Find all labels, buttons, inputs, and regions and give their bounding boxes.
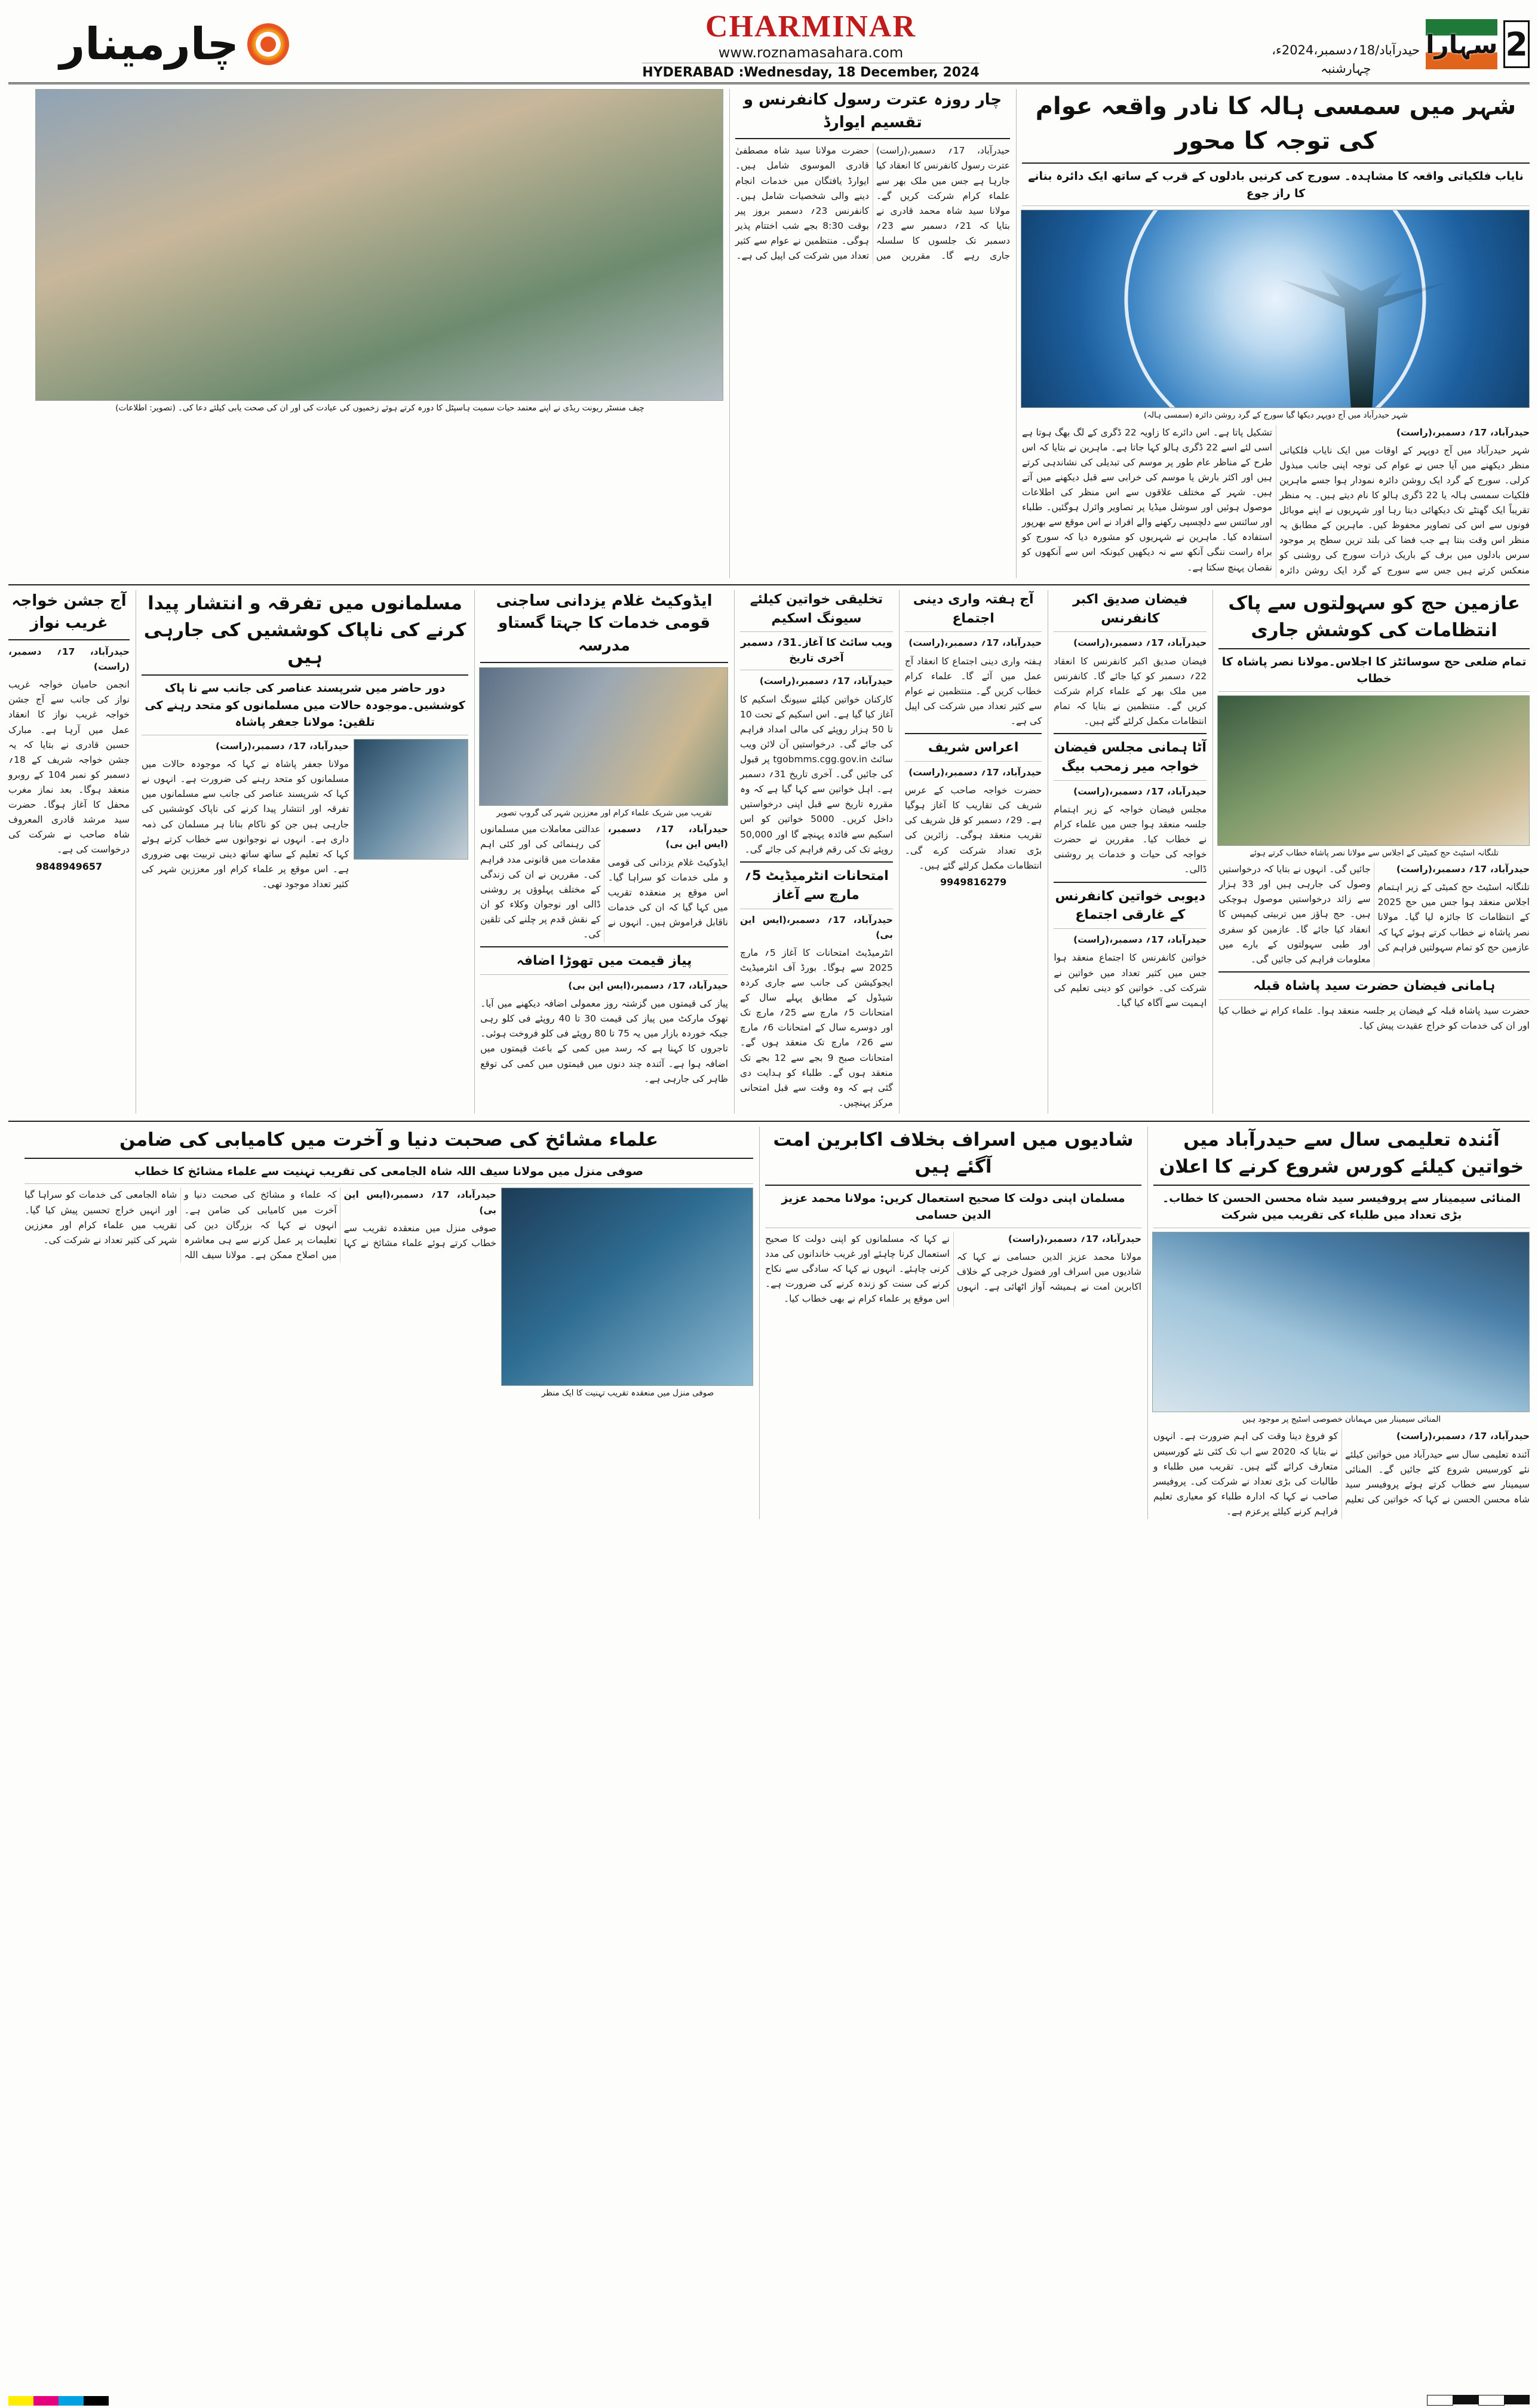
advocate-text: ایڈوکیٹ غلام یزدانی کی قومی و ملی خدمات کو سراہا گیا۔ اس موقع پر منعقدہ تقریب میں کہا گیا کہ ان کی خدمات ناقابل فراموش ہیں۔ انہوں نے عدالتی معاملات میں مسلمانوں کی رہنمائی کی اور کئی اہم مقدمات میں قانونی مدد فراہم کی۔ مقررین نے ان کی زندگی کے مختلف پہلوؤں پر روشنی ڈالی اور نوجوان وکلاء کو ان کے نقش قدم پر چلنے کی تلقین کی۔ <box>480 824 728 940</box>
top-band <box>8 89 1530 578</box>
article-urs-conference <box>729 89 1010 578</box>
education-dateline: حیدرآباد، 17؍ دسمبر،(راست) <box>1396 1431 1530 1442</box>
gharib-headline: آج جشن خواجہ غریب نواز <box>11 591 127 633</box>
schemes-column <box>734 590 893 1113</box>
khwaja-mir-text: مجلس فیضان خواجہ کے زیر اہتمام جلسہ منعقد ہوا جس میں علماء کرام نے خطاب کیا۔ مقررین نے حضرت خواجہ کی حیات و خدمات پر روشنی ڈالی۔ <box>1054 803 1207 875</box>
masthead <box>8 6 1530 84</box>
advocate-photo-caption: تقریب میں شریک علماء کرام اور معززین شہر کی گروپ تصویر <box>496 808 712 818</box>
haj-text: تلنگانہ اسٹیٹ حج کمیٹی کے زیر اہتمام اجلاس منعقد ہوا جس میں حج 2025 کے انتظامات کا جائزہ لیا گیا۔ مولانا نصر پاشاہ نے خطاب کرتے ہوئے کہا کہ عازمین حج کو تمام سہولتیں فراہم کی جائیں گی۔ انہوں نے بتایا کہ درخواستیں وصول کی جارہی ہیں اور 33 ہزار سے زائد درخواستیں موصول ہوچکی ہیں۔ حج ہاؤز میں تربیتی کیمپس کا انعقاد کیا جائے گا۔ عازمین کو سفری اور طبی سہولتوں کے بارے میں معلومات فراہم کی جائیں گی۔ <box>1218 864 1530 965</box>
savings-subhead: ویب سائٹ کا آغاز۔31؍ دسمبر آخری تاریخ <box>740 637 892 664</box>
place-date-line: HYDERABAD :Wednesday, 18 December, 2024 <box>642 63 979 80</box>
savings-dateline: حیدرآباد، 17؍ دسمبر،(راست) <box>759 676 893 687</box>
khwaja-mir-body <box>1054 784 1207 878</box>
article-gharib-nawaz <box>8 590 130 1113</box>
gharib-text: انجمن حامیان خواجہ غریب نواز کی جانب سے آج جشن خواجہ غریب نواز کا انعقاد عمل میں آرہا ہے۔ مبارک حسین قادری نے بتایا کہ یہ جشن خواجہ شریف کے 18؍ دسمبر کو نمبر 104 کے روبرو منعقد ہوگا۔ بعد نماز مغرب محفل کا آغاز ہوگا۔ حضرت سید مرشد قادری المعروف شاہ صاحب نے شرکت کی درخواست کی ہے۔ <box>8 679 130 855</box>
second-band <box>8 590 1530 1113</box>
israf-text: مولانا محمد عزیز الدین حسامی نے کہا کہ شادیوں میں اسراف اور فضول خرچی کے خلاف اکابرین امت نے ہمیشہ آواز اٹھائی ہے۔ انہوں نے کہا کہ مسلمانوں کو اپنی دولت کا صحیح استعمال کرنا چاہئے اور غریب خاندانوں کی مدد کرنی چاہئے۔ انہوں نے کہا کہ سادگی سے نکاح کرنے کی سنت کو زندہ کرنے کی ضرورت ہے۔ اس موقع پر علماء کرام نے بھی خطاب کیا۔ <box>765 1233 1141 1305</box>
aeraas-phone[interactable]: 9949816279 <box>940 876 1007 888</box>
lead-story <box>1016 89 1530 578</box>
unity-dateline: حیدرآباد، 17؍ دسمبر،(راست) <box>216 740 349 751</box>
aeraas-headline: اعراس شریف <box>928 740 1019 756</box>
masthead-right <box>8 19 289 70</box>
savings-body <box>740 674 893 857</box>
haj-subhead: تمام ضلعی حج سوسائٹز کا اجلاس۔مولانا نصر پاشاہ کا خطاب <box>1221 655 1527 686</box>
women-conf-dateline: حیدرآباد، 17؍ دسمبر،(راست) <box>1073 934 1207 946</box>
ijtema-dateline: حیدرآباد، 17؍ دسمبر،(راست) <box>908 637 1042 649</box>
urdu-title: چارمینار <box>59 19 239 70</box>
hamani-body: حضرت سید پاشاہ قبلہ کے فیضان پر جلسہ منعقد ہوا۔ علماء کرام نے خطاب کیا اور ان کی خدمات کو خراج عقیدت پیش کیا۔ <box>1218 1005 1530 1031</box>
faizan-text: فیضان صدیق اکبر کانفرنس کا انعقاد 22؍ دسمبر کو کیا جائے گا۔ کانفرنس میں ملک بھر کے علماء کرام شرکت کریں گے۔ منتظمین نے بتایا کہ تمام انتظامات مکمل کرلئے گئے ہیں۔ <box>1054 655 1207 726</box>
halo-ring-shape <box>1125 210 1426 408</box>
lead-headline: شہر میں سمسی ہالہ کا نادر واقعہ عوام کی توجہ کا محور <box>1035 93 1516 155</box>
aeraas-text: حضرت خواجہ صاحب کے عرس شریف کی تقاریب کا آغاز ہوگیا ہے۔ 29؍ دسمبر کو قل شریف کی تقریب منعقد ہوگی۔ زائرین کی بڑی تعداد شرکت کرے گی۔ انتظامات مکمل کرلئے گئے ہیں۔ <box>904 785 1042 871</box>
education-text: آئندہ تعلیمی سال سے حیدرآباد میں خواتین کیلئے نئے کورسیس شروع کئے جائیں گے۔ المنائی سیمینار سے خطاب کرتے ہوئے پروفیسر سید شاہ محسن الحسن نے کہا کہ خواتین کی تعلیم کو فروغ دینا وقت کی اہم ضرورت ہے۔ انہوں نے بتایا کہ 2020 سے اب تک کئی نئے کورسیس متعارف کرائے گئے ہیں۔ تقریب میں طلباء و طالبات کی بڑی تعداد نے شرکت کی۔ پروفیسر صاحب نے کہا کہ ادارہ طلباء کو معیاری تعلیم فراہم کرنے کیلئے پرعزم ہے۔ <box>1153 1431 1530 1517</box>
color-swatch-yellow <box>8 2396 33 2406</box>
ijtema-headline: آج ہفتہ واری دینی اجتماع <box>913 591 1034 626</box>
masthead-center <box>289 9 1333 80</box>
onion-body <box>480 978 728 1087</box>
bottom-band <box>8 1127 1530 1519</box>
color-swatch-cyan <box>59 2396 84 2406</box>
halo-photo <box>1021 210 1530 408</box>
page-number: 2 <box>1503 20 1530 68</box>
edition-date: حیدرآباد/18؍دسمبر،2024ء، چہارشنبہ <box>1272 42 1420 76</box>
ulama-subhead: صوفی منزل میں مولانا سیف اللہ شاہ الجامعی کی تقریب تہنیت سے علماء مشائخ کا خطاب <box>134 1164 644 1178</box>
khwaja-mir-headline: آٹا ہمانی مجلس فیضان خواجہ میر زمحب بیگ <box>1054 740 1207 774</box>
lead-subhead: نایاب فلکیاتی واقعہ کا مشاہدہ۔ سورج کی کرنیں بادلوں کے قرب کے ساتھ ایک دائرہ بنانے کا راز جوع <box>1028 170 1524 200</box>
article-ulama-mashaikh <box>24 1127 753 1519</box>
inter-exam-body <box>740 913 893 1111</box>
reg-mark-3 <box>1453 2395 1478 2404</box>
unity-subhead: دور حاضر میں شرپسند عناصر کی جانب سے نا پاک کوششیں۔موجودہ حالات میں مسلمانوں کو متحد رہنے کی تلقین: مولانا جعفر پاشاہ <box>145 682 465 729</box>
haj-photo-caption: تلنگانہ اسٹیٹ حج کمیٹی کے اجلاس سے مولانا نصر پاشاہ خطاب کرتے ہوئے <box>1250 848 1499 858</box>
article-haj <box>1212 590 1530 1113</box>
israf-body <box>765 1232 1141 1307</box>
onion-text: پیاز کی قیمتوں میں گزشتہ روز معمولی اضافہ دیکھنے میں آیا۔ تھوک مارکٹ میں پیاز کی قیمت 30 تا 40 روپئے فی کلو رہی جبکہ خوردہ بازار میں یہ 75 تا 80 روپئے فی کلو فروخت ہوئی۔ تاجروں کا کہنا ہے کہ رسد میں کمی کے باعث قیمتوں میں اضافہ ہوا ہے۔ آئندہ چند دنوں میں قیمتوں میں کمی کی توقع ظاہر کی جارہی ہے۔ <box>480 998 728 1084</box>
unity-body-top <box>142 739 349 895</box>
ulama-text: صوفی منزل میں منعقدہ تقریب سے خطاب کرتے ہوئے علماء مشائخ نے کہا کہ علماء و مشائخ کی صحبت دنیا و آخرت میں کامیابی کی ضامن ہے۔ انہوں نے کہا کہ بزرگان دین کی تعلیمات پر عمل کرنے سے ہی معاشرہ میں اصلاح ممکن ہے۔ مولانا سیف اللہ شاہ الجامعی کی خدمات کو سراہا گیا اور انہیں خراج تحسین پیش کیا گیا۔ تقریب میں علماء کرام اور معززین شہر کی کثیر تعداد نے شرکت کی۔ <box>24 1189 496 1260</box>
cm-visit-photo-block <box>36 89 723 578</box>
women-conf-text: خواتین کانفرنس کا اجتماع منعقد ہوا جس میں کثیر تعداد میں خواتین نے شرکت کی۔ خواتین کو دینی تعلیم کی اہمیت سے آگاہ کیا گیا۔ <box>1054 952 1207 1008</box>
advocate-column <box>474 590 728 1113</box>
english-title: CHARMINAR <box>705 9 917 44</box>
advocate-dateline: حیدرآباد، 17؍ دسمبر،(ایس این بی) <box>607 824 728 850</box>
ijtema-text: ہفتہ واری دینی اجتماع کا انعقاد آج عمل میں آئے گا۔ علماء کرام خطاب کریں گے۔ منتظمین نے عوام سے کثیر تعداد میں شرکت کی اپیل کی ہے۔ <box>904 655 1042 726</box>
aeraas-body <box>905 765 1042 873</box>
seminar-photo <box>1152 1232 1530 1412</box>
gharib-dateline: حیدرآباد، 17؍ دسمبر،(راست) <box>8 646 130 673</box>
halo-photo-caption: شہر حیدرآباد میں آج دوپہر دیکھا گیا سورج کے گرد روشن دائرہ (سمسی ہالہ) <box>1143 410 1408 420</box>
education-body <box>1153 1429 1530 1519</box>
ijtema-body <box>905 636 1042 729</box>
sufi-photo-caption: صوفی منزل میں منعقدہ تقریب تہنیت کا ایک منظر <box>541 1388 714 1398</box>
education-headline: آئندہ تعلیمی سال سے حیدرآباد میں خواتین کیلئے کورس شروع کرنے کا اعلان <box>1159 1128 1524 1177</box>
masthead-left <box>1272 10 1530 79</box>
color-swatch-black <box>84 2396 109 2406</box>
seminar-photo-caption: المنائی سیمینار میں مہمانان خصوصی اسٹیج پر موجود ہیں <box>1242 1414 1441 1424</box>
reg-mark-4 <box>1427 2395 1453 2406</box>
gharib-phone[interactable]: 9848949657 <box>35 860 103 872</box>
israf-subhead: مسلمان اپنی دولت کا صحیح استعمال کریں: مولانا محمد عزیز الدین حسامی <box>781 1191 1125 1222</box>
sufi-manzil-photo <box>501 1188 753 1386</box>
unity-headline: مسلمانوں میں تفرقہ و انتشار پیدا کرنے کی ناپاک کوششیں کی جارہی ہیں <box>143 592 466 668</box>
color-swatch-magenta <box>33 2396 59 2406</box>
reg-mark-1 <box>1505 2395 1530 2404</box>
aeraas-dateline: حیدرآباد، 17؍ دسمبر،(راست) <box>908 766 1042 778</box>
inter-exam-dateline: حیدرآباد، 17؍ دسمبر،(ایس این بی) <box>739 914 893 940</box>
ulama-headline: علماء مشائخ کی صحبت دنیا و آخرت میں کامیابی کی ضامن <box>119 1128 659 1151</box>
article-shaadi-israf <box>759 1127 1141 1519</box>
urs-body: حیدرآباد، 17؍ دسمبر،(راست) عترت رسول کانفرنس کا انعقاد کیا جارہا ہے جس میں ملک بھر سے علماء کرام شرکت کریں گے۔ مولانا سید شاہ محمد قادری نے بتایا کہ 21؍ دسمبر سے 23؍ دسمبر تک جلسوں کا سلسلہ جاری رہے گا۔ مقررین میں حضرت مولانا سید شاہ مصطفیٰ قادری الموسوی شامل ہیں۔ ایوارڈ یافتگان میں خدمات انجام دینے والی شخصیات شامل ہیں۔ کانفرنس 23؍ دسمبر بروز پیر بوقت 8:30 بجے شب اختتام پذیر ہوگی۔ منتظمین نے عوام سے کثیر تعداد میں شرکت کی اپیل کی ہے۔ <box>735 145 1011 262</box>
color-registration-bar <box>8 2396 109 2406</box>
article-muslim-unity <box>136 590 468 1113</box>
lead-text: شہر حیدرآباد میں آج دوپہر کے اوقات میں ایک نایاب فلکیاتی منظر دیکھنے میں آیا جس نے عوام کی توجہ اپنی جانب مبذول کرلی۔ سورج کے گرد ایک روشن دائرہ نمودار ہوا جسے ماہرین فلکیات سمسی ہالہ یا 22 ڈگری ہالو کا نام دیتے ہیں۔ یہ منظر تقریباً ایک گھنٹے تک دیکھائی دیتا رہا اور شہریوں نے اپنے موبائل فونوں سے اس کی تصاویر محفوظ کیں۔ ماہرین کے مطابق یہ منظر اس وقت بنتا ہے جب فضا کی بلند ترین سطح پر موجود سرس بادلوں میں برف کے باریک ذرات سورج کی روشنی کو منعکس کرتے ہیں جس سے سورج کے گرد ایک روشن دائرہ تشکیل پاتا ہے۔ اس دائرے کا زاویہ 22 ڈگری کے لگ بھگ ہوتا ہے اسی لئے اسے 22 ڈگری ہالو کہا جاتا ہے۔ ماہرین نے بتایا کہ اس طرح کے مناظر عام طور پر موسم کی تبدیلی کی نشاندہی کرتے ہیں اور اکثر بارش یا موسم کی خرابی سے قبل دیکھنے میں آتے ہیں۔ شہر کے مختلف علاقوں سے اس منظر کی اطلاعات موصول ہوئیں اور سوشل میڈیا پر تصاویر وائرل ہوگئیں۔ طلباء اور سائنس سے دلچسپی رکھنے والے افراد نے اس موقع سے بھرپور استفادہ کیا۔ ماہرین نے شہریوں کو مشورہ دیا کہ سورج کو براہ راست ننگی آنکھ سے نہ دیکھیں کیونکہ اس سے آنکھوں کو نقصان پہنچ سکتا ہے۔ <box>1022 427 1530 576</box>
article-education-year <box>1147 1127 1530 1519</box>
education-subhead: المنائی سیمینار سے پروفیسر سید شاہ محسن الحسن کا خطاب۔ بڑی تعداد میں طلباء کی تقریب میں شرکت <box>1162 1191 1521 1222</box>
faizan-dateline: حیدرآباد، 17؍ دسمبر،(راست) <box>1073 637 1207 649</box>
advocate-headline: ایڈوکیٹ غلام یزدانی ساجنی قومی خدمات کا جہتا گستاو مدرسہ <box>496 591 713 655</box>
urs-headline: چار روزہ عترت رسول کانفرنس و تقسیم ایوارڈ <box>743 91 1002 131</box>
advocate-body <box>480 822 728 942</box>
khwaja-mir-dateline: حیدرآباد، 17؍ دسمبر،(راست) <box>1073 786 1207 797</box>
onion-dateline: حیدرآباد، 17؍ دسمبر،(ایس این بی) <box>568 980 728 992</box>
savings-headline: تخلیقی خواتین کیلئے سیونگ اسکیم <box>750 591 883 626</box>
sahara-logo-text: سہارا <box>1426 29 1498 59</box>
women-conf-body <box>1054 932 1207 1011</box>
reg-mark-2 <box>1478 2395 1505 2406</box>
onion-headline: پیاز قیمت میں تھوڑا اضافہ <box>516 953 692 969</box>
haj-headline: عازمین حج کو سہولتوں سے پاک انتظامات کی کوشش جاری <box>1228 592 1520 641</box>
ijtema-column <box>899 590 1042 1113</box>
unity-text: مولانا جعفر پاشاہ نے کہا کہ موجودہ حالات میں مسلمانوں کو متحد رہنے کی ضرورت ہے۔ انہوں نے کہا کہ شرپسند عناصر کی جانب سے مسلمانوں میں تفرقہ اور انتشار پیدا کرنے کی ناپاک کوششیں کی جارہی ہیں جن کو ناکام بنانا ہر مسلمان کی ذمہ داری ہے۔ انہوں نے نوجوانوں سے خطاب کرتے ہوئے کہا کہ تعلیم کے ساتھ ساتھ دینی تربیت بھی ضروری ہے۔ اس موقع پر علماء کرام اور معززین شہر کی کثیر تعداد موجود تھی۔ <box>141 759 349 889</box>
advocate-photo <box>479 667 728 806</box>
hamani-headline: ہامانی فیضان حضرت سید پاشاہ قبلہ <box>1253 978 1496 993</box>
israf-dateline: حیدرآباد، 17؍ دسمبر،(راست) <box>1008 1233 1141 1244</box>
savings-text: کارکنان خواتین کیلئے سیونگ اسکیم کا آغاز کیا گیا ہے۔ اس اسکیم کے تحت 10 تا 50 ہزار روپئے کی مالی امداد فراہم کی جائے گی۔ درخواستیں آن لائن ویب سائٹ tgobmms.cgg.gov.in پر قبول کی جائیں گی۔ آخری تاریخ 31؍ دسمبر ہے۔ اہل خواتین سے کہا گیا ہے کہ وہ مقررہ تاریخ سے قبل اپنی درخواستیں داخل کریں۔ 5000 خواتین کو اس اسکیم سے فائدہ پہنچے گا اور 50,000 روپئے تک کی رقم فراہم کی جائے گی۔ <box>739 694 893 855</box>
inter-exam-text: انٹرمیڈیٹ امتحانات کا آغاز 5؍ مارچ 2025 سے ہوگا۔ بورڈ آف انٹرمیڈیٹ ایجوکیشن کی جانب سے جاری کردہ شیڈول کے مطابق پہلے سال کے امتحانات 5؍ مارچ سے 25؍ مارچ تک اور دوسرے سال کے امتحانات 6؍ مارچ سے 26؍ مارچ تک منعقد ہوں گے۔ امتحانات صبح 9 بجے سے 12 بجے تک منعقد ہوں گے۔ طلباء کو ہدایت دی گئی ہے کہ وہ وقت سے قبل امتحانی مرکز پہنچیں۔ <box>739 947 893 1108</box>
inter-exam-headline: امتحانات انٹرمیڈیٹ 5؍ مارچ سے آغاز <box>744 868 889 903</box>
haj-dateline: حیدرآباد، 17؍ دسمبر،(راست) <box>1396 864 1530 875</box>
cm-visit-photo <box>35 89 723 401</box>
faizan-body <box>1054 636 1207 729</box>
sun-icon <box>247 23 289 65</box>
unity-speaker-photo <box>354 739 468 860</box>
gharib-body <box>8 645 130 858</box>
lead-dateline: حیدرآباد، 17؍ دسمبر،(راست) <box>1396 427 1530 438</box>
website-url[interactable]: www.roznamasahara.com <box>718 44 904 61</box>
israf-headline: شادیوں میں اسراف بخلاف اکابرین امت آگئے ہیں <box>773 1128 1134 1177</box>
women-conf-headline: دیوبی خواتین کانفرنس کے غارقی اجتماع <box>1055 888 1206 923</box>
ulama-body <box>24 1188 496 1263</box>
cm-visit-caption: چیف منسٹر ریونت ریڈی نے اپنے معتمد حیات سمیت ہاسپٹل کا دورہ کرتے ہوئے زخمیوں کی عیادت کی اور ان کی صحت یابی کیلئے دعا کی۔ (تصویر: اطلاعات) <box>115 403 644 413</box>
registration-marks <box>1427 2395 1530 2406</box>
haj-meeting-photo <box>1217 695 1530 846</box>
lead-body <box>1022 425 1530 578</box>
ulama-dateline: حیدرآباد، 17؍ دسمبر،(ایس این بی) <box>343 1189 496 1216</box>
haj-body <box>1218 862 1530 967</box>
faizan-headline: فیضان صدیق اکبر کانفرنس <box>1073 591 1188 626</box>
mid-briefs-column <box>1048 590 1207 1113</box>
sahara-logo <box>1426 19 1497 69</box>
